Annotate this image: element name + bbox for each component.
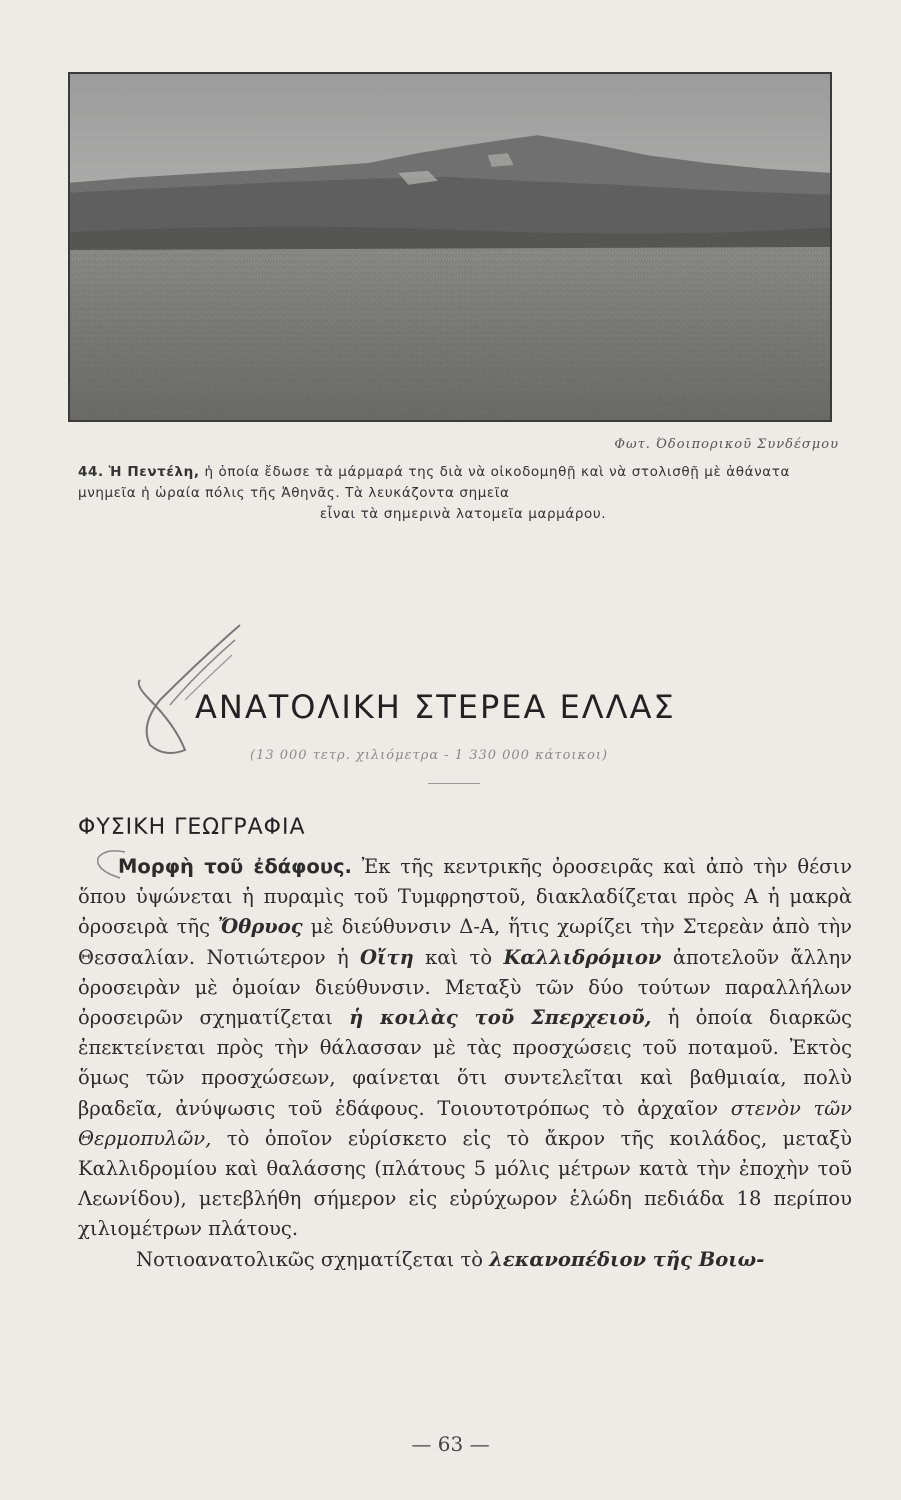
caption-lead: Ἡ Πεντέλη, (108, 464, 200, 480)
paragraph-heading: Μορφὴ τοῦ ἐδάφους. (118, 855, 352, 878)
page-number: — 63 — (411, 1432, 490, 1456)
paragraph (78, 1245, 852, 1275)
place-name: Οἴτη (360, 945, 414, 969)
body-text (78, 852, 852, 1275)
text-run: μὲ διεύθυνσιν Δ-Α, ἥτις χωρίζει τὴν Στερεὰν ἀπὸ τὴν Θεσσαλίαν. Νοτιώτερον ἡ (78, 915, 852, 969)
text-run: Ἐκ τῆς κεντρικῆς ὀροσειρᾶς καὶ ἀπὸ τὴν θέσιν ὅπου ὑψώνεται ἡ πυραμὶς τοῦ Τυμφρηστοῦ, διακλαδίζεται πρὸς Α ἡ μακρὰ ὀροσειρὰ τῆς (78, 855, 852, 939)
photo-credit: Φωτ. Όδοιπορικοῦ Συνδέσμου (614, 437, 839, 452)
paragraph (78, 852, 852, 1245)
caption-text: ἡ ὁποία ἔδωσε τὰ μάρμαρά της διὰ νὰ οἰκοδομηθῇ καὶ νὰ στολισθῇ μὲ ἀθάνατα μνημεῖα ἡ ὡραία πόλις τῆς Ἀθηνᾶς. Τὰ λευκάζοντα σημεῖα (78, 464, 790, 501)
place-name: λεκανοπέδιον τῆς Βοιω- (489, 1247, 765, 1271)
chapter-title: ΑΝΑΤΟΛΙΚΗ ΣΤΕΡΕΑ ΕΛΛΑΣ (195, 688, 676, 726)
landscape-photo (68, 72, 832, 422)
text-run: τὸ ὁποῖον εὑρίσκετο εἰς τὸ ἄκρον τῆς κοιλάδος, μεταξὺ Καλλιδρομίου καὶ θαλάσσης (πλάτους 5 μόλις μέτρων κατὰ τὴν ἐποχὴν τοῦ Λεωνίδου), μετεβλήθη σήμερον εἰς εὐρύχωρον ἑλώδη πεδιάδα 18 περίπου χιλιομέτρων πλάτους. (78, 1126, 853, 1241)
caption-text-end: εἶναι τὰ σημερινὰ λατομεῖα μαρμάρου. (319, 506, 607, 522)
text-run: ἀποτελοῦν ἄλλην ὀροσειρὰν μὲ ὁμοίαν διεύθυνσιν. Μεταξὺ τῶν δύο τούτων παραλλήλων ὀροσειρῶν σχηματίζεται (78, 945, 853, 1030)
place-name: στενὸν τῶν Θερμοπυλῶν, (78, 1096, 852, 1150)
divider (428, 783, 480, 784)
text-run: Νοτιοανατολικῶς σχηματίζεται τὸ (136, 1247, 483, 1271)
text-run: ἡ ὁποία διαρκῶς ἐπεκτείνεται πρὸς τὴν θάλασσαν μὲ τὰς προσχώσεις τοῦ ποταμοῦ. Ἐκτὸς ὅμως τῶν προσχώσεων, φαίνεται ὅτι συντελεῖται καὶ βαθμιαία, πολὺ βραδεῖα, ἀνύψωσις τοῦ ἐδάφους. Τοιουτοτρόπως τὸ ἀρχαῖον (78, 1006, 853, 1120)
section-title: ΦΥΣΙΚΗ ΓΕΩΓΡΑΦΙΑ (78, 815, 306, 840)
mountain-landscape-image (70, 74, 830, 420)
chapter-subtitle: (13 000 τετρ. χιλιόμετρα - 1 330 000 κάτοικοι) (250, 748, 609, 763)
place-name: Ὄθρυος (218, 915, 303, 939)
figure-caption (78, 462, 848, 525)
text-run: καὶ τὸ (425, 945, 493, 969)
place-name: ἡ κοιλὰς τοῦ Σπερχειοῦ, (349, 1006, 652, 1030)
place-name: Καλλιδρόμιον (503, 945, 662, 969)
caption-number: 44. (78, 464, 104, 480)
